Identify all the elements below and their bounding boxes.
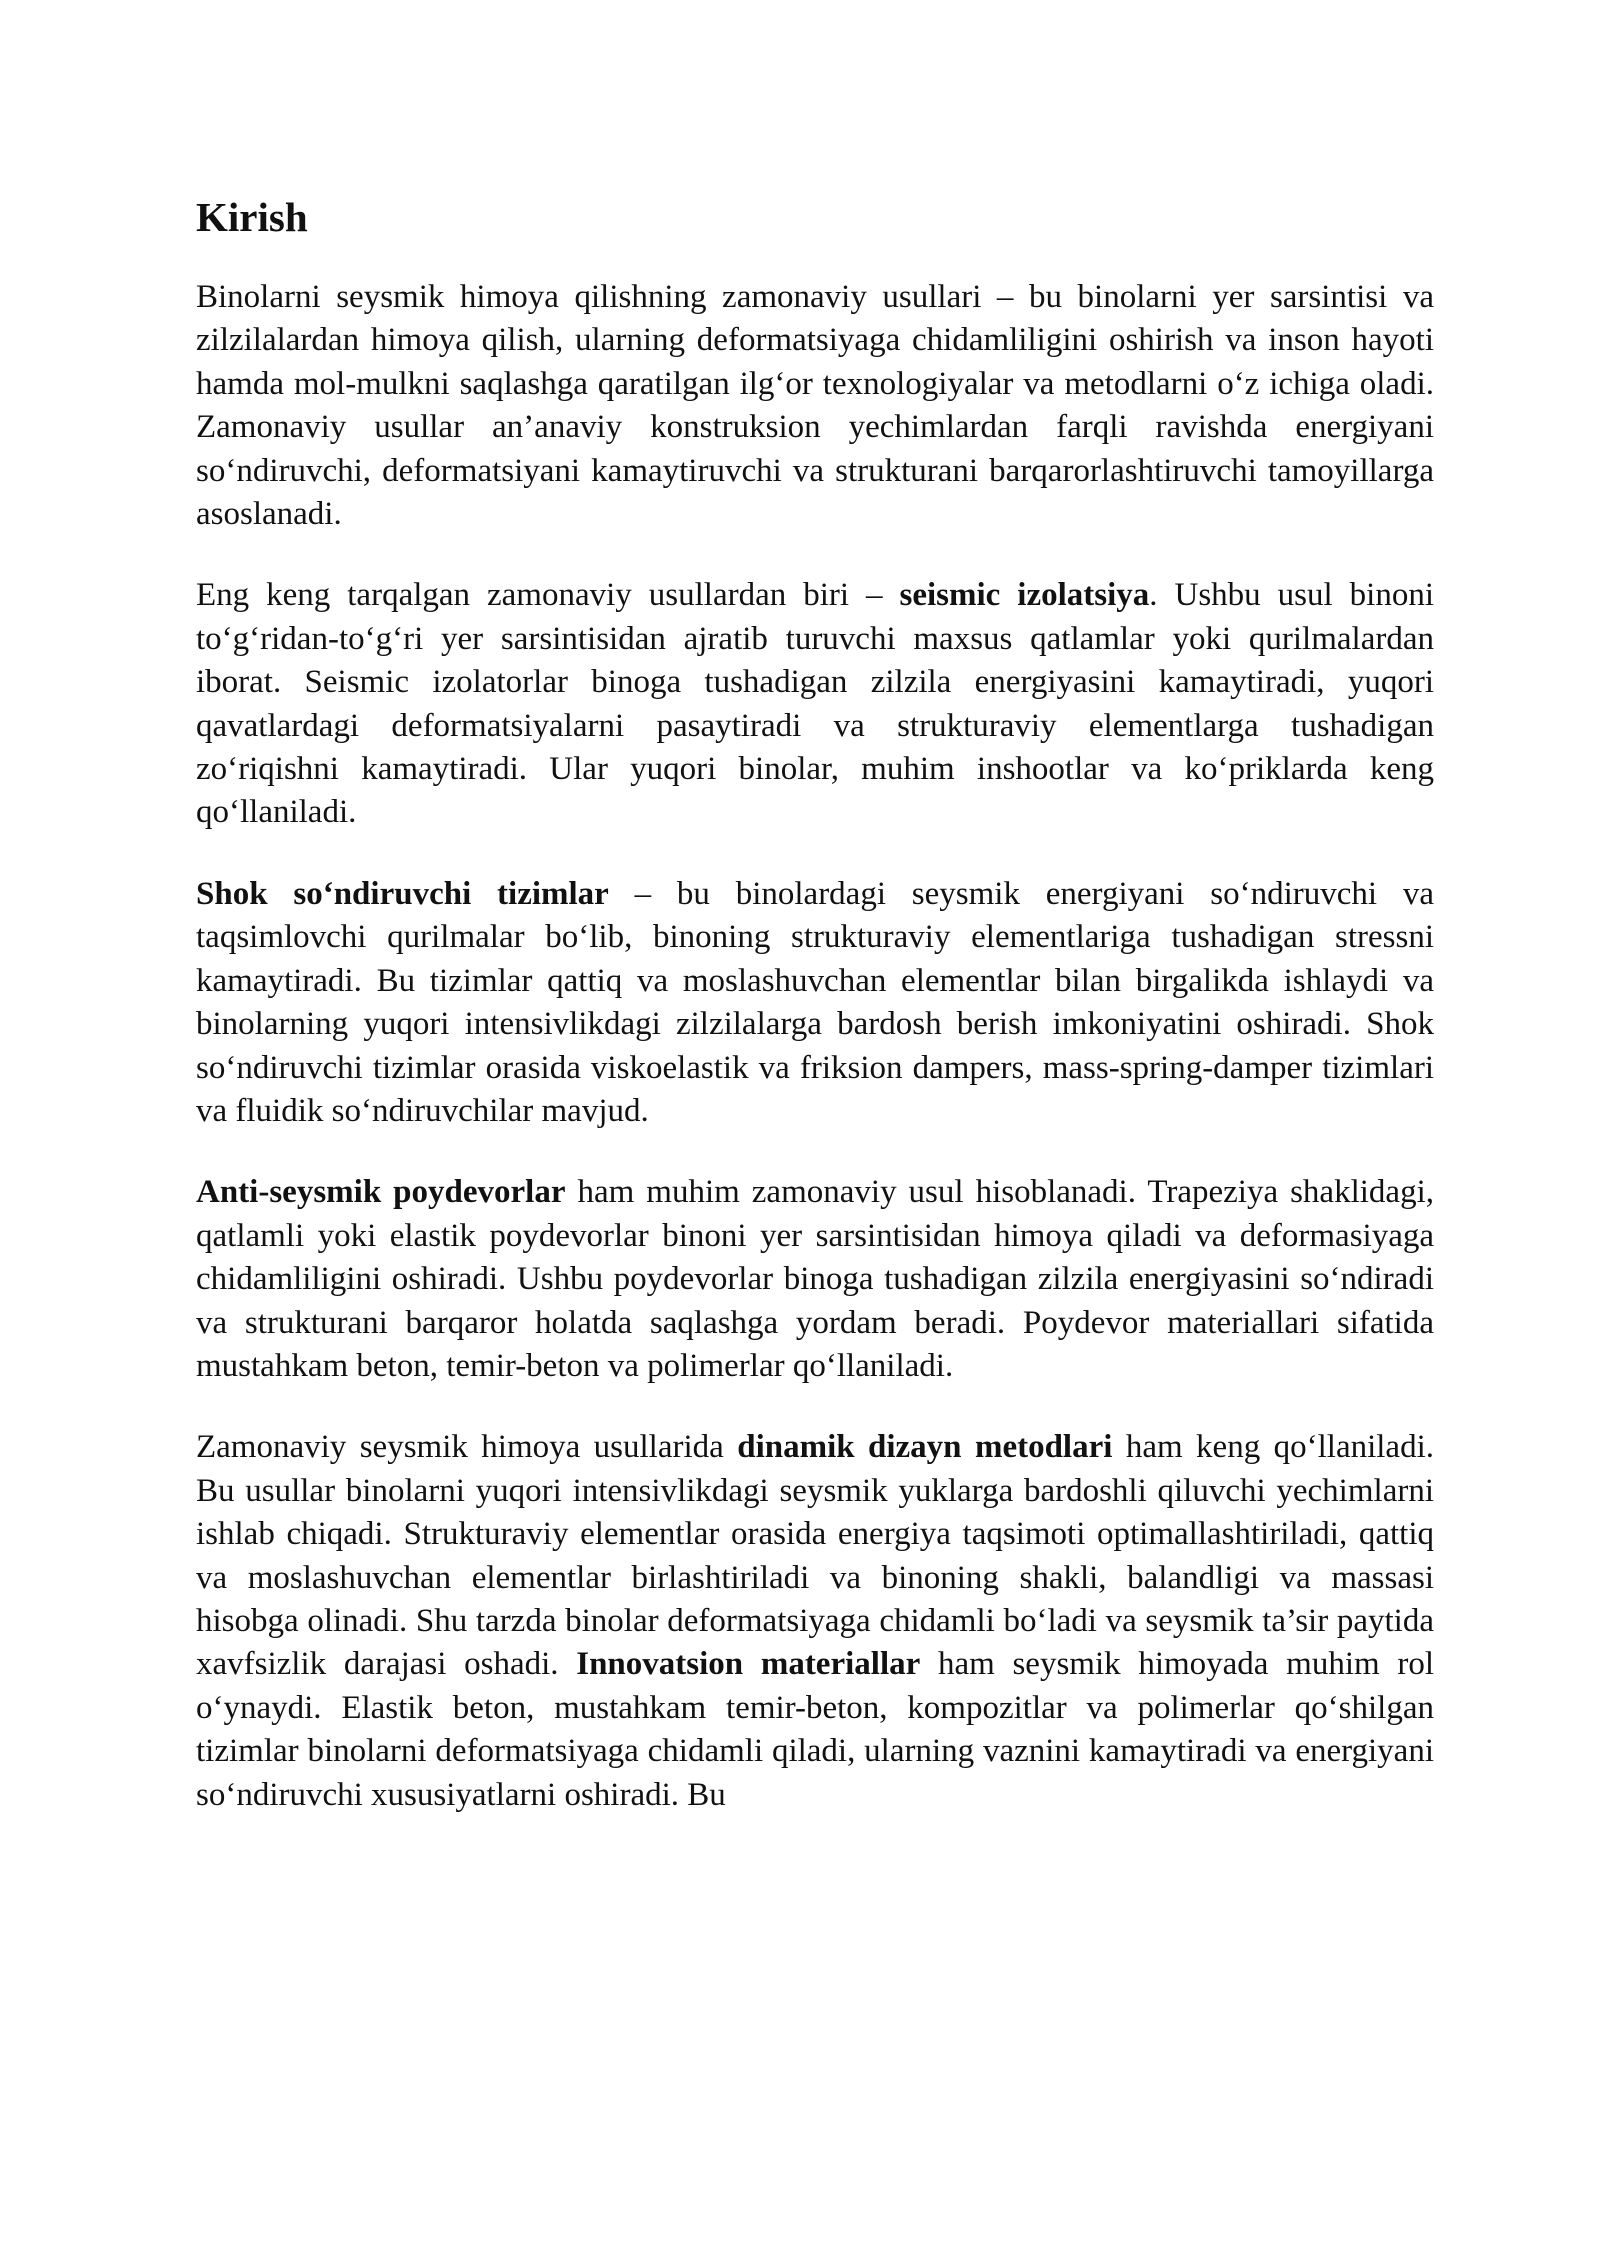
bold-term: Shok so‘ndiruvchi tizimlar [196, 875, 609, 912]
section-heading: Kirish [196, 194, 308, 240]
bold-term: Anti-seysmik poydevorlar [196, 1174, 566, 1211]
paragraph-text: ham seysmik himoyada muhim rol o‘ynaydi. Elastik beton, mustahkam temir-beton, kompozitlar va polimerlar qo‘shilgan tizimlar binolarni deformatsiyaga chidamli qiladi, ularning vaznini kamaytiradi va energiyani so‘ndiruvchi xususiyatlarni oshiradi. Bu [196, 1646, 1435, 1813]
paragraph-foundations [196, 1171, 1434, 1388]
paragraph-text: Zamonaviy seysmik himoya usullarida [196, 1429, 738, 1466]
bold-term: Innovatsion materiallar [576, 1646, 921, 1683]
paragraph-dynamic-design [196, 1426, 1434, 1817]
paragraph-text: ham muhim zamonaviy usul hisoblanadi. Trapeziya shaklidagi, qatlamli yoki elastik poydevorlar binoni yer sarsintisidan himoya qiladi va deformasiyaga chidamliligini oshiradi. Ushbu poydevorlar binoga tushadigan zilzila energiyasini so‘ndiradi va strukturani barqaror holatda saqlashga yordam beradi. Poydevor materiallari sifatida mustahkam beton, temir-beton va polimerlar qo‘llaniladi. [196, 1174, 1434, 1384]
paragraph-intro [196, 276, 1434, 536]
paragraph-text: Eng keng tarqalgan zamonaviy usullardan biri – [196, 577, 900, 614]
paragraph-text: Binolarni seysmik himoya qilishning zamonaviy usullari – bu binolarni yer sarsintisi va zilzilalardan himoya qilish, ularning deformatsiyaga chidamliligini oshirish va inson hayoti hamda mol-mulkni saqlashga qaratilgan ilg‘or texnologiyalar va metodlarni o‘z ichiga oladi. Zamonaviy usullar an’anaviy konstruksion yechimlardan farqli ravishda energiyani so‘ndiruvchi, deformatsiyani kamaytiruvchi va strukturani barqarorlashtiruvchi tamoyillarga asoslanadi. [196, 279, 1434, 533]
paragraph-text: . Ushbu usul binoni to‘g‘ridan-to‘g‘ri yer sarsintisidan ajratib turuvchi maxsus qatlamlar yoki qurilmalardan iborat. Seismic izolatorlar binoga tushadigan zilzila energiyasini kamaytiradi, yuqori qavatlardagi deformatsiyalarni pasaytiradi va strukturaviy elementlarga tushadigan zo‘riqishni kamaytiradi. Ular yuqori binolar, muhim inshootlar va ko‘priklarda keng qo‘llaniladi. [196, 577, 1434, 831]
document-page [196, 190, 1434, 1817]
paragraph-seismic-isolation [196, 574, 1434, 834]
bold-term: dinamik dizayn metodlari [737, 1429, 1113, 1466]
bold-term: seismic izolatsiya [899, 577, 1150, 614]
paragraph-text: ham keng qo‘llaniladi. Bu usullar binolarni yuqori intensivlikdagi seysmik yuklarga bardoshli qiluvchi yechimlarni ishlab chiqadi. Strukturaviy elementlar orasida energiya taqsimoti optimallashtiriladi, qattiq va moslashuvchan elementlar birlashtiriladi va binoning shakli, balandligi va massasi hisobga olinadi. Shu tarzda binolar deformatsiyaga chidamli bo‘ladi va seysmik ta’sir paytida xavfsizlik darajasi oshadi. [196, 1429, 1434, 1683]
paragraph-text: – bu binolardagi seysmik energiyani so‘ndiruvchi va taqsimlovchi qurilmalar bo‘lib, binoning strukturaviy elementlariga tushadigan stressni kamaytiradi. Bu tizimlar qattiq va moslashuvchan elementlar bilan birgalikda ishlaydi va binolarning yuqori intensivlikdagi zilzilalarga bardosh berish imkoniyatini oshiradi. Shok so‘ndiruvchi tizimlar orasida viskoelastik va friksion dampers, mass-spring-damper tizimlari va fluidik so‘ndiruvchilar mavjud. [196, 875, 1434, 1129]
paragraph-shock-absorbers [196, 873, 1434, 1133]
